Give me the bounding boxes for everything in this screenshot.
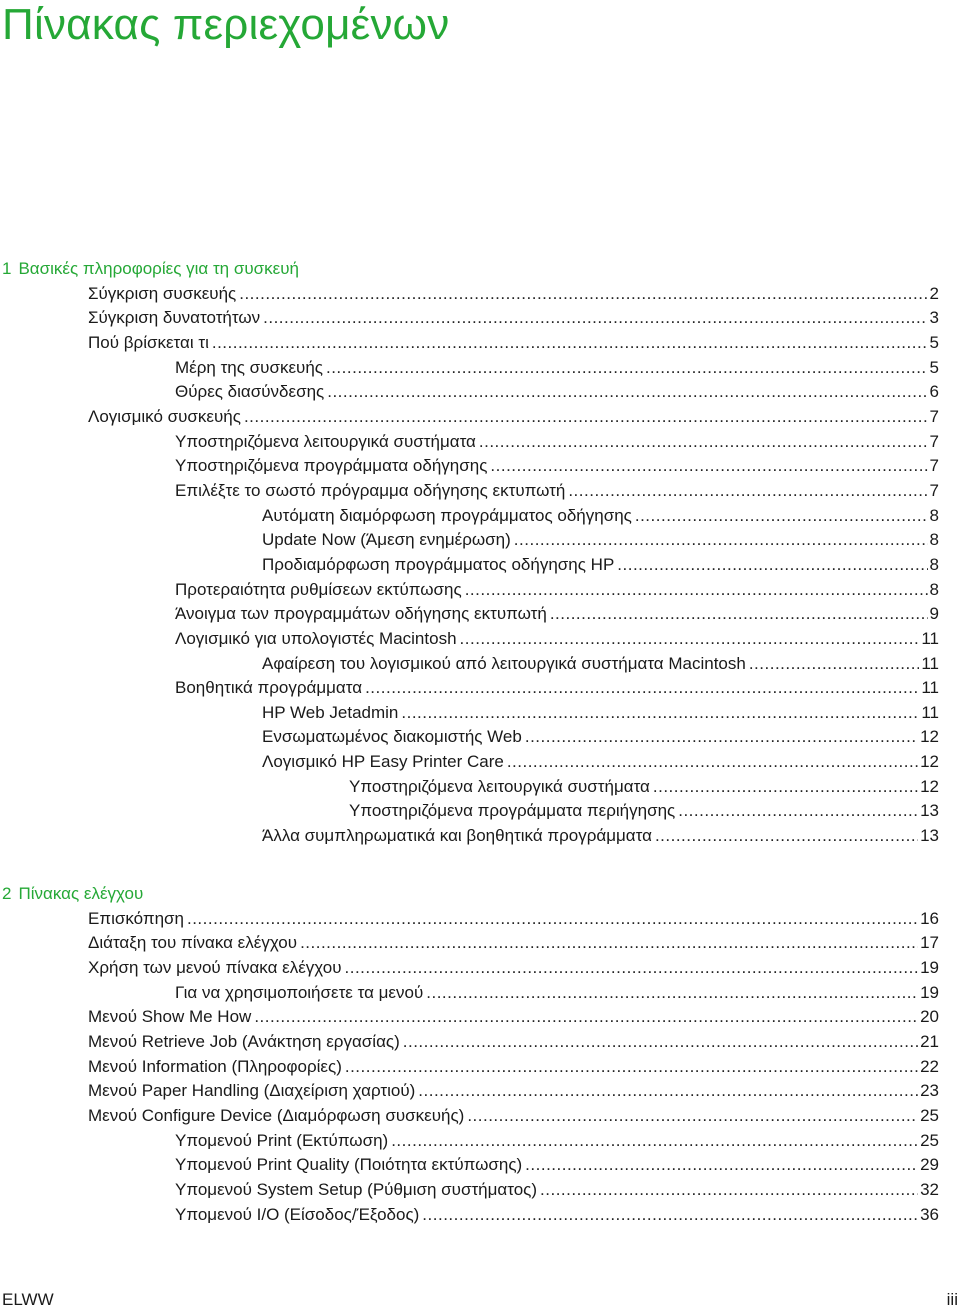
chapter-heading-1[interactable] xyxy=(2,258,299,280)
dot-leader xyxy=(479,431,928,453)
toc-entry[interactable] xyxy=(262,751,939,773)
dot-leader xyxy=(391,1130,918,1152)
toc-entry-page: 5 xyxy=(929,357,939,377)
toc-entry-label: Υποστηριζόμενα προγράμματα περιήγησης xyxy=(349,801,676,821)
toc-entry-label: Προδιαμόρφωση προγράμματος οδήγησης HP xyxy=(262,554,615,574)
toc-entry-page: 19 xyxy=(920,982,939,1002)
dot-leader xyxy=(239,283,927,305)
toc-entry[interactable] xyxy=(175,603,939,625)
toc-entry-label: Υποστηριζόμενα λειτουργικά συστήματα xyxy=(175,431,476,451)
toc-entry[interactable] xyxy=(88,908,939,930)
toc-entry-label: Λογισμικό για υπολογιστές Macintosh xyxy=(175,628,457,648)
toc-entry-page: 11 xyxy=(921,678,939,698)
toc-entry-page: 2 xyxy=(929,283,939,303)
dot-leader xyxy=(749,653,920,675)
toc-entry[interactable] xyxy=(175,455,939,477)
toc-entry-page: 13 xyxy=(920,826,939,845)
dot-leader xyxy=(418,1080,918,1102)
dot-leader xyxy=(345,1056,918,1078)
toc-entry[interactable] xyxy=(262,554,939,576)
toc-entry[interactable] xyxy=(262,529,939,551)
toc-entry-label: Σύγκριση συσκευής xyxy=(88,283,237,303)
toc-entry-page: 32 xyxy=(920,1179,939,1199)
dot-leader xyxy=(525,1154,918,1176)
toc-entry-label: Επισκόπηση xyxy=(88,908,184,928)
dot-leader xyxy=(467,1105,918,1127)
chapter-heading-2[interactable] xyxy=(2,883,143,905)
toc-entry-label: Μενού Show Me How xyxy=(88,1007,252,1027)
toc-entry[interactable] xyxy=(88,957,939,979)
toc-entry[interactable] xyxy=(175,1204,939,1226)
toc-entry-label: HP Web Jetadmin xyxy=(262,702,399,722)
toc-entry-label: Λογισμικό HP Easy Printer Care xyxy=(262,752,504,771)
dot-leader xyxy=(426,982,918,1004)
toc-entry-label: Υπομενού Print Quality (Ποιότητα εκτύπωσης) xyxy=(175,1155,523,1175)
chapter-number: 1 xyxy=(2,259,12,278)
toc-entry-page: 23 xyxy=(920,1081,939,1101)
toc-entry-label: Επιλέξτε το σωστό πρόγραμμα οδήγησης εκτυπωτή xyxy=(175,480,566,500)
chapter-number: 2 xyxy=(2,884,12,903)
toc-entry-label: Θύρες διασύνδεσης xyxy=(175,382,325,402)
toc-entry-page: 7 xyxy=(929,480,939,500)
dot-leader xyxy=(327,381,927,403)
dot-leader xyxy=(422,1204,918,1226)
toc-entry[interactable] xyxy=(175,677,939,699)
toc-entry-label: Μενού Configure Device (Διαμόρφωση συσκευής) xyxy=(88,1105,465,1125)
toc-entry-label: Υπομενού System Setup (Ρύθμιση συστήματος) xyxy=(175,1179,538,1199)
chapter-title: Πίνακας ελέγχου xyxy=(18,884,144,903)
toc-entry[interactable] xyxy=(88,1080,939,1102)
toc-entry[interactable] xyxy=(88,1056,939,1078)
toc-entry-page: 7 xyxy=(929,431,939,451)
dot-leader xyxy=(254,1006,918,1028)
toc-entry-label: Μενού Paper Handling (Διαχείριση χαρτιού) xyxy=(88,1081,416,1101)
toc-entry-page: 8 xyxy=(929,579,939,599)
toc-entry-label: Άνοιγμα των προγραμμάτων οδήγησης εκτυπωτή xyxy=(175,604,547,624)
toc-entry[interactable] xyxy=(88,1105,939,1127)
toc-entry[interactable] xyxy=(175,982,939,1004)
footer-left: ELWW xyxy=(2,1290,54,1309)
toc-entry[interactable] xyxy=(262,653,939,675)
toc-entry-page: 11 xyxy=(921,702,939,722)
toc-entry-label: Μενού Information (Πληροφορίες) xyxy=(88,1056,342,1076)
dot-leader xyxy=(465,579,928,601)
toc-entry-page: 9 xyxy=(929,604,939,624)
toc-entry[interactable] xyxy=(349,800,939,822)
dot-leader xyxy=(187,908,918,930)
toc-entry-page: 11 xyxy=(921,628,939,648)
toc-entry[interactable] xyxy=(175,1179,939,1201)
toc-entry[interactable] xyxy=(262,825,939,847)
dot-leader xyxy=(460,628,920,650)
toc-entry-page: 22 xyxy=(920,1056,939,1076)
dot-leader xyxy=(300,932,918,954)
toc-entry[interactable] xyxy=(88,1031,939,1053)
toc-entry-page: 12 xyxy=(920,727,939,747)
toc-entry-label: Αυτόματη διαμόρφωση προγράμματος οδήγησης xyxy=(262,505,632,525)
dot-leader xyxy=(550,603,928,625)
toc-entry-page: 7 xyxy=(929,456,939,476)
dot-leader xyxy=(403,1031,918,1053)
toc-entry-label: Διάταξη του πίνακα ελέγχου xyxy=(88,933,298,953)
toc-entry[interactable] xyxy=(175,628,939,650)
toc-entry-page: 13 xyxy=(920,801,939,821)
toc-entry[interactable] xyxy=(175,480,939,502)
toc-entry-page: 25 xyxy=(920,1130,939,1150)
toc-entry-page: 11 xyxy=(921,653,939,673)
dot-leader xyxy=(263,307,927,329)
dot-leader xyxy=(507,751,918,773)
toc-entry-label: Υπομενού I/O (Είσοδος/Έξοδος) xyxy=(175,1204,420,1224)
toc-entry[interactable] xyxy=(262,726,939,748)
toc-entry-label: Ενσωματωμένος διακομιστής Web xyxy=(262,727,522,747)
toc-entry[interactable] xyxy=(88,307,939,329)
toc-entry[interactable] xyxy=(349,776,939,798)
dot-leader xyxy=(401,702,919,724)
toc-entry[interactable] xyxy=(175,1130,939,1152)
toc-entry-label: Λογισμικό συσκευής xyxy=(88,406,241,426)
toc-entry-label: Σύγκριση δυνατοτήτων xyxy=(88,308,261,328)
chapter-title: Βασικές πληροφορίες για τη συσκευή xyxy=(18,259,299,278)
toc-entry-page: 25 xyxy=(920,1105,939,1125)
dot-leader xyxy=(525,726,918,748)
toc-entry-page: 17 xyxy=(920,933,939,953)
dot-leader xyxy=(212,332,928,354)
toc-entry-label: Υποστηριζόμενα λειτουργικά συστήματα xyxy=(349,776,650,796)
dot-leader xyxy=(244,406,928,428)
page-title: Πίνακας περιεχομένων xyxy=(2,0,450,49)
dot-leader xyxy=(540,1179,918,1201)
toc-entry-page: 3 xyxy=(929,308,939,328)
toc-entry[interactable] xyxy=(88,283,939,305)
toc-entry-page: 36 xyxy=(920,1204,939,1224)
toc-entry[interactable] xyxy=(262,702,939,724)
dot-leader xyxy=(365,677,919,699)
toc-entry-label: Αφαίρεση του λογισμικού από λειτουργικά συστήματα Macintosh xyxy=(262,653,746,673)
toc-entry-label: Για να χρησιμοποιήσετε τα μενού xyxy=(175,982,424,1002)
toc-entry-page: 12 xyxy=(920,776,939,796)
toc-entry-page: 8 xyxy=(929,554,939,574)
toc-entry-page: 8 xyxy=(929,530,939,550)
toc-entry-label: Μέρη της συσκευής xyxy=(175,357,323,377)
toc-entry-page: 29 xyxy=(920,1155,939,1175)
toc-entry[interactable] xyxy=(175,579,939,601)
toc-entry[interactable] xyxy=(88,1006,939,1028)
footer-page-number: iii xyxy=(946,1290,958,1309)
toc-entry-label: Μενού Retrieve Job (Ανάκτηση εργασίας) xyxy=(88,1032,400,1051)
toc-entry-label: Προτεραιότητα ρυθμίσεων εκτύπωσης xyxy=(175,579,462,599)
toc-entry-page: 19 xyxy=(920,958,939,977)
toc-entry-page: 16 xyxy=(920,908,939,928)
toc-entry-label: Πού βρίσκεται τι xyxy=(88,333,209,352)
dot-leader xyxy=(568,480,927,502)
toc-entry[interactable] xyxy=(262,505,939,527)
dot-leader xyxy=(653,776,918,798)
toc-entry[interactable] xyxy=(175,381,939,403)
toc-entry-label: Υποστηριζόμενα προγράμματα οδήγησης xyxy=(175,456,488,476)
toc-entry-label: Βοηθητικά προγράμματα xyxy=(175,678,363,698)
toc-entry-page: 20 xyxy=(920,1007,939,1027)
toc-entry[interactable] xyxy=(88,406,939,428)
toc-entry[interactable] xyxy=(175,1154,939,1176)
dot-leader xyxy=(514,529,928,551)
toc-entry-label: Άλλα συμπληρωματικά και βοηθητικά προγράμματα xyxy=(262,826,652,845)
dot-leader xyxy=(635,505,928,527)
toc-entry[interactable] xyxy=(175,357,939,379)
toc-entry-page: 5 xyxy=(929,333,939,352)
toc-entry-page: 7 xyxy=(929,406,939,426)
toc-entry-label: Update Now (Άμεση ενημέρωση) xyxy=(262,530,511,550)
dot-leader xyxy=(678,800,918,822)
toc-entry-page: 21 xyxy=(920,1032,939,1051)
dot-leader xyxy=(326,357,928,379)
dot-leader xyxy=(345,957,919,979)
dot-leader xyxy=(617,554,927,576)
toc-entry[interactable] xyxy=(88,932,939,954)
dot-leader xyxy=(655,825,918,847)
toc-entry[interactable] xyxy=(175,431,939,453)
dot-leader xyxy=(490,455,927,477)
toc-entry-page: 8 xyxy=(929,505,939,525)
toc-entry-label: Υπομενού Print (Εκτύπωση) xyxy=(175,1130,389,1150)
toc-entry-page: 6 xyxy=(929,382,939,402)
toc-entry-label: Χρήση των μενού πίνακα ελέγχου xyxy=(88,958,342,977)
toc-entry-page: 12 xyxy=(920,752,939,771)
toc-entry[interactable] xyxy=(88,332,939,354)
